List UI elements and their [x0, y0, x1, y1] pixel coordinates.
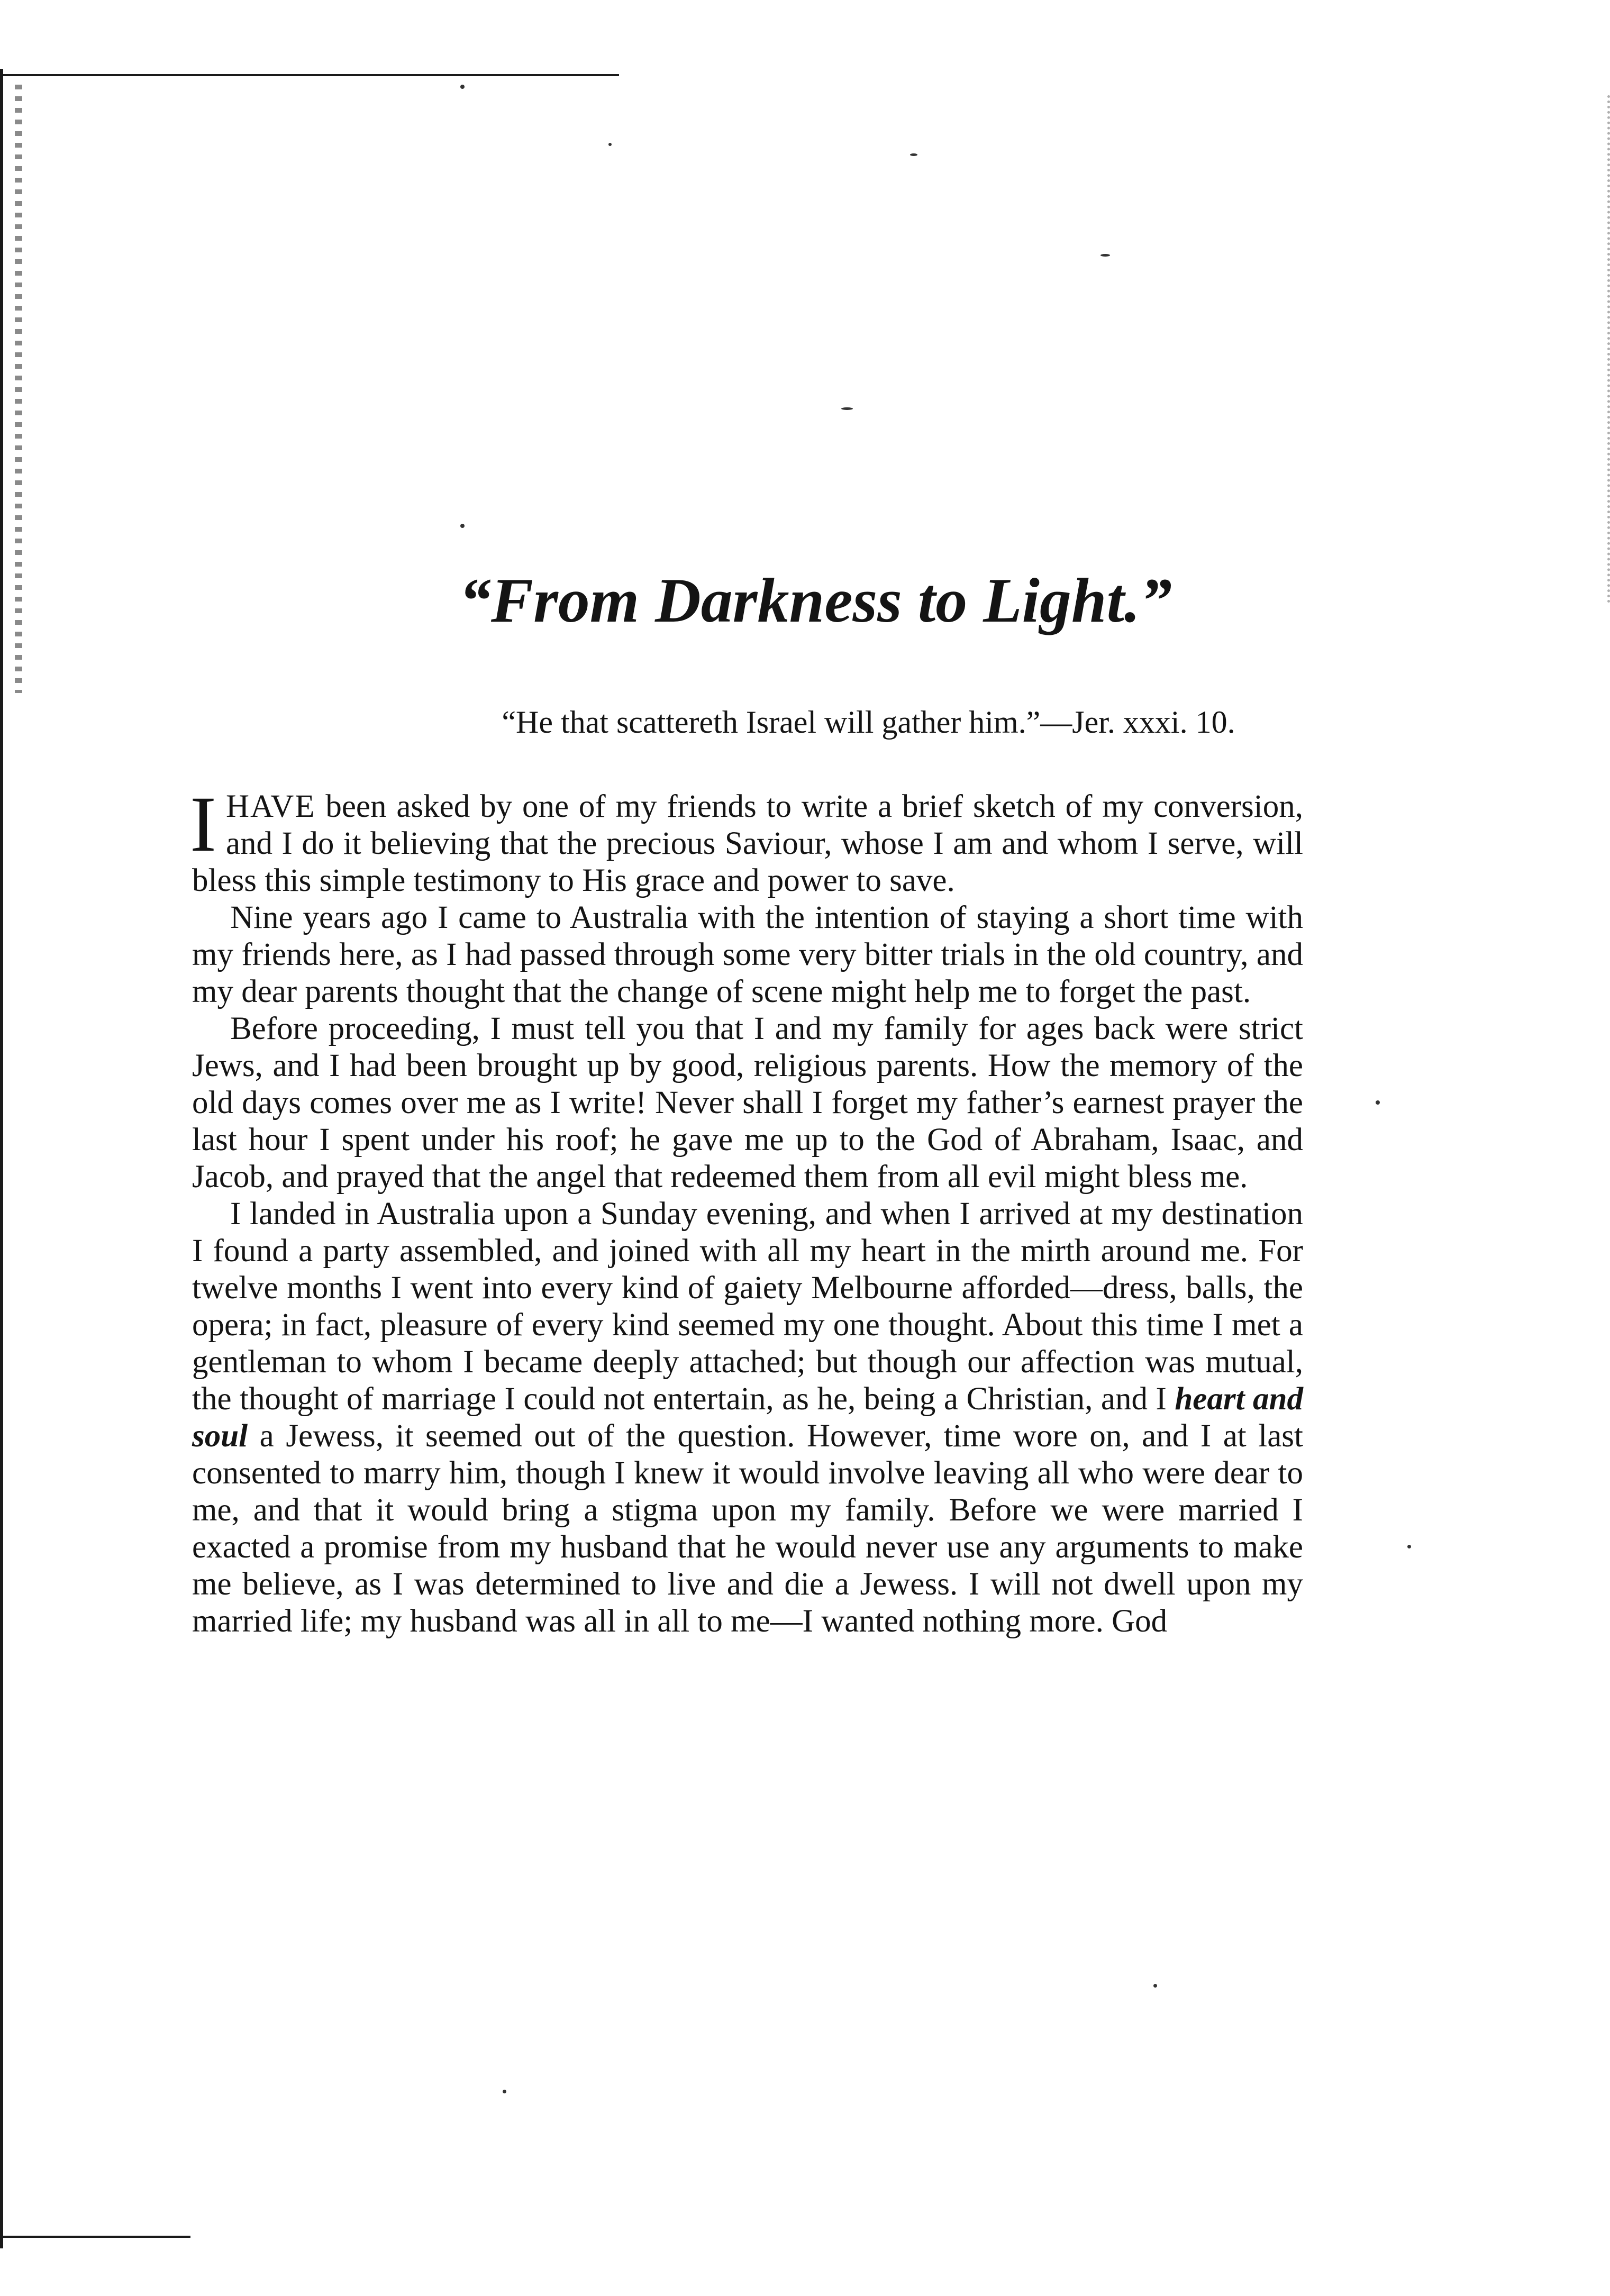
binding-edge-right — [1582, 95, 1610, 603]
paragraph-4-text-a: I landed in Australia upon a Sunday evening, and when I arrived at my destination I found a party assembled, and joined with all my heart in the mirth around me. For twelve months I went into every kind of gaiety Melbourne afforded—dress, balls, the opera; in fact, pleasure of every kind seemed my one thought. About this time I met a gentleman to whom I became deeply attached; but though our affection was mutual, the thought of marriage I could not entertain, as he, being a Christian, and I — [192, 1196, 1303, 1417]
scan-speck — [1153, 1984, 1157, 1988]
emphasis-text: heart and soul — [192, 1381, 1303, 1454]
scan-speck — [608, 143, 612, 146]
scan-speck — [910, 153, 917, 156]
epigraph: “He that scattereth Israel will gather him.”—Jer. xxxi. 10. — [502, 705, 1235, 740]
scan-speck — [841, 407, 853, 410]
lead-word: HAVE — [225, 789, 316, 824]
binding-edge-left — [0, 69, 37, 2248]
scan-speck — [1100, 254, 1110, 257]
drop-cap: I — [190, 780, 216, 868]
scan-speck — [1376, 1100, 1380, 1105]
paragraph-1-text: been asked by one of my friends to write a brief sketch of my conversion, and I do it believing that the precious Saviour, whose I am and whom I serve, will bless this simple testimony to His grace and power to save. — [192, 789, 1303, 898]
scan-speck — [460, 85, 465, 89]
scan-speck — [503, 2090, 506, 2093]
paragraph-3: Before proceeding, I must tell you that I and my family for ages back were strict Jews, and I had been brought up by good, religious parents. How the memory of the old days comes over me as I write! Never shall I forget my father’s earnest prayer the last hour I spent under his roof; he gave me up to the God of Abraham, Isaac, and Jacob, and prayed that the angel that redeemed them from all evil might bless me. — [192, 1011, 1303, 1195]
scan-speck — [1407, 1545, 1411, 1548]
scan-speck — [460, 524, 465, 528]
paragraph-4 — [192, 1196, 1303, 1640]
page-title: “From Darkness to Light.” — [459, 565, 1172, 635]
paragraph-4-text-b: a Jewess, it seemed out of the question. However, time wore on, and I at last consented to marry him, though I knew it would involve leaving all who were dear to me, and that it would bring a stigma upon my family. Before we were married I exacted a promise from my husband that he would never use any arguments to make me believe, as I was determined to live and die a Jewess. I will not dwell upon my married life; my husband was all in all to me—I wanted nothing more. God — [192, 1418, 1303, 1639]
binding-edge-bottom — [0, 2236, 190, 2238]
paragraph-2: Nine years ago I came to Australia with the intention of staying a short time with my friends here, as I had passed through some very bitter trials in the old country, and my dear parents thought that the change of scene might help me to forget the past. — [192, 900, 1303, 1009]
binding-edge-top — [0, 74, 619, 76]
paragraph-1 — [190, 780, 1303, 899]
body-text — [190, 780, 1303, 1640]
